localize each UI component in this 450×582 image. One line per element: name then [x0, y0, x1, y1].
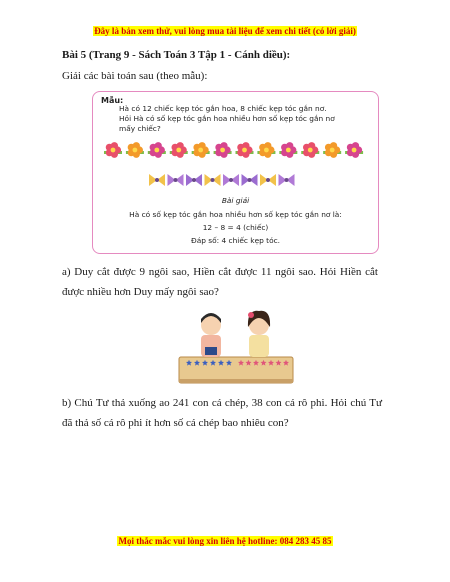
hotline-footer	[0, 536, 450, 546]
bow-icon	[279, 174, 295, 186]
example-label: Mẫu:	[101, 96, 124, 105]
flower-icon	[279, 142, 297, 158]
flower-icon	[235, 142, 253, 158]
preview-banner-text: Đây là bản xem thử, vui lòng mua tài liệu để xem chi tiết (có lời giải)	[94, 26, 356, 36]
solution-calculation: 12 – 8 = 4 (chiếc)	[202, 223, 269, 232]
bow-icon	[260, 174, 276, 186]
bow-icon	[242, 174, 258, 186]
bow-hairclips	[147, 168, 297, 192]
solution-title: Bài giải	[221, 196, 250, 205]
preview-banner	[0, 26, 450, 36]
flower-icon	[257, 142, 275, 158]
flower-icon	[192, 142, 210, 158]
solution-line: Hà có số kẹp tóc gắn hoa nhiều hơn số kẹp tóc gắn nơ là:	[129, 210, 342, 219]
flower-hairclips	[101, 138, 371, 162]
flower-icon	[345, 142, 363, 158]
question-a: a) Duy cắt được 9 ngôi sao, Hiền cắt được 11 ngôi sao. Hỏi Hiền cắt được nhiều hơn Duy mấy ngôi sao?	[62, 266, 378, 298]
example-problem-line-2: Hỏi Hà có số kẹp tóc gắn hoa nhiều hơn số kẹp tóc gắn nơ	[119, 114, 335, 123]
bow-icon	[205, 174, 221, 186]
solution-answer: Đáp số: 4 chiếc kẹp tóc.	[190, 236, 281, 245]
example-problem-line-3: mấy chiếc?	[119, 124, 161, 133]
exercise-intro: Giải các bài toán sau (theo mẫu):	[62, 70, 208, 82]
bow-icon	[168, 174, 184, 186]
flower-icon	[104, 142, 122, 158]
example-problem-line-1: Hà có 12 chiếc kẹp tóc gắn hoa, 8 chiếc kẹp tóc gắn nơ.	[119, 104, 327, 113]
flower-icon	[126, 142, 144, 158]
bow-icon	[223, 174, 239, 186]
bow-icon	[149, 174, 165, 186]
example-box	[92, 91, 379, 254]
bow-icon	[186, 174, 202, 186]
flower-icon	[148, 142, 166, 158]
flower-icon	[323, 142, 341, 158]
flower-icon	[170, 142, 188, 158]
exercise-heading: Bài 5 (Trang 9 - Sách Toán 3 Tập 1 - Cánh diều):	[62, 49, 291, 61]
flower-icon	[301, 142, 319, 158]
flower-icon	[214, 142, 232, 158]
children-cutting-stars-illustration	[175, 303, 297, 387]
hotline-footer-text: Mọi thắc mắc vui lòng xin liên hệ hotline: 084 283 45 85	[118, 536, 332, 546]
question-b: b) Chú Tư thả xuống ao 241 con cá chép, 38 con cá rô phi. Hỏi chú Tư đã thả số cá rô phi ít hơn số cá chép bao nhiêu con?	[62, 397, 382, 429]
